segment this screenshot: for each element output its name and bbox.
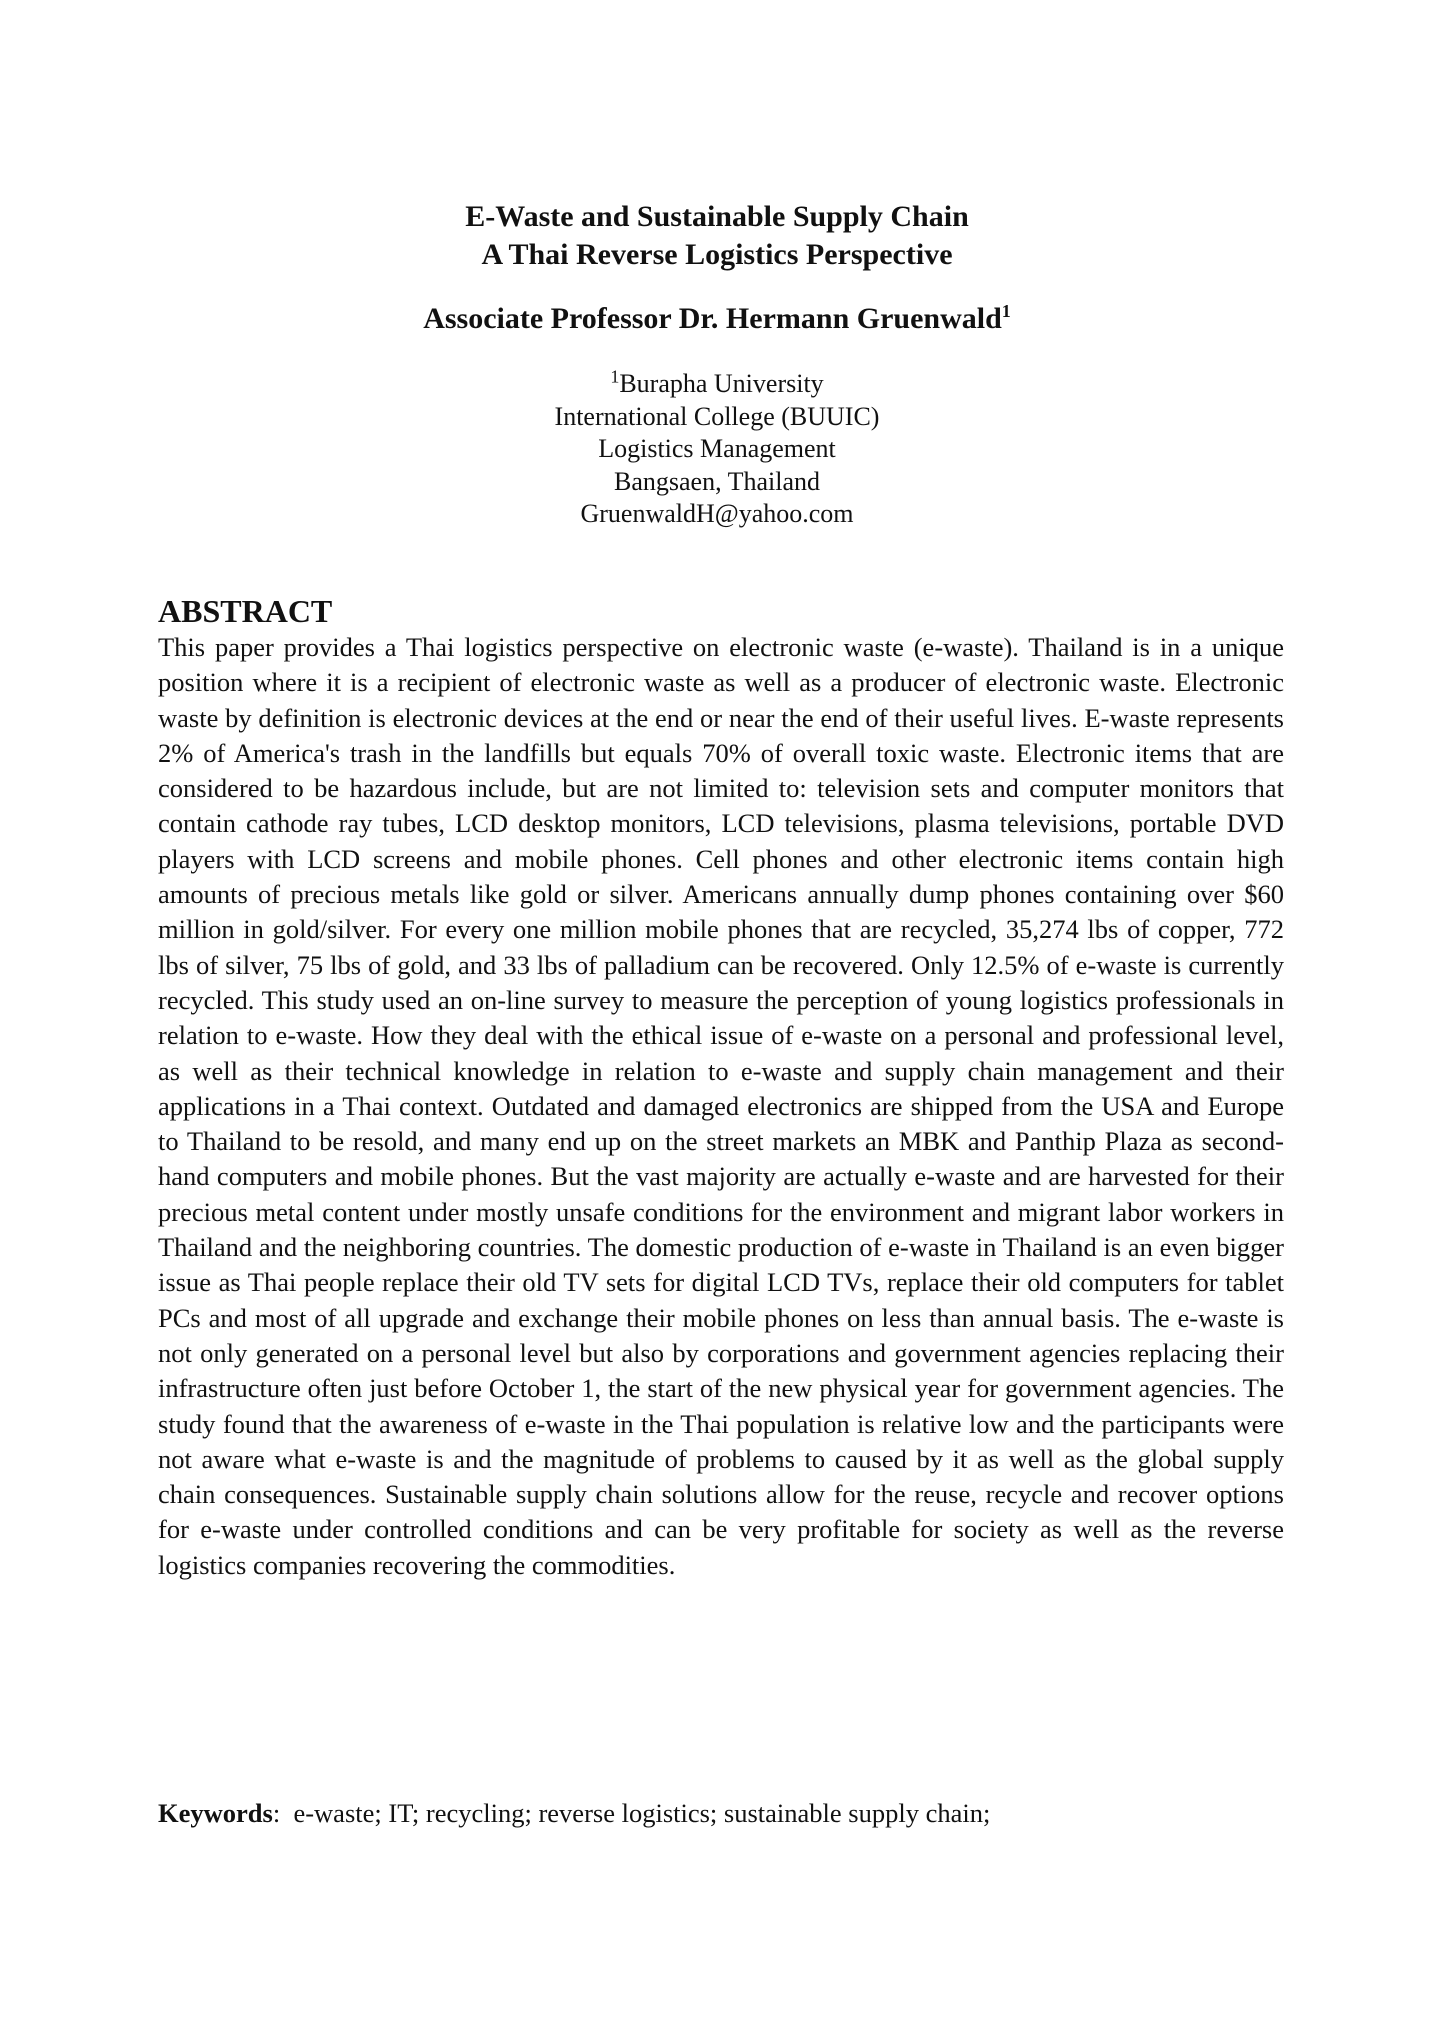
abstract-heading: ABSTRACT xyxy=(158,593,333,629)
affiliation-university: $^1$Burapha University xyxy=(610,366,824,398)
keywords-line xyxy=(158,1796,990,1830)
title-line-2: A Thai Reverse Logistics Perspective xyxy=(481,238,953,271)
affiliation-location: Bangsaen, Thailand xyxy=(613,466,821,496)
keywords-list: e-waste; IT; recycling; reverse logistics; sustainable supply chain; xyxy=(293,1798,991,1828)
affiliation-college: International College (BUUIC) xyxy=(554,401,880,431)
keywords-separator: : xyxy=(272,1798,281,1828)
author-email: GruenwaldH@yahoo.com xyxy=(580,499,854,528)
title-line-1: E-Waste and Sustainable Supply Chain xyxy=(465,200,969,233)
author-line xyxy=(0,300,1434,338)
abstract-body: This paper provides a Thai logistics perspective on electronic waste (e-waste). Thailand is in a unique position where it is a recipient of electronic waste as well as a producer of electronic waste. Electronic waste by definition is electronic devices at the end or near the end of their useful lives. E-waste represents 2% of America's trash in the landfills but equals 70% of overall toxic waste. Electronic items that are considered to be hazardous include, but are not limited to: television sets and computer monitors that contain cathode ray tubes, LCD desktop monitors, LCD televisions, plasma televisions, portable DVD players with LCD screens and mobile phones. Cell phones and other electronic items contain high amounts of precious metals like gold or silver. Americans annually dump phones containing over $60 million in gold/silver. For every one million mobile phones that are recycled, 35,274 lbs of copper, 772 lbs of silver, 75 lbs of gold, and 33 lbs of palladium can be recovered. Only 12.5% of e-waste is currently recycled. This study used an on-line survey to measure the perception of young logistics professionals in relation to e-waste. How they deal with the ethical issue of e-waste on a personal and professional level, as well as their technical knowledge in relation to e-waste and supply chain management and their applications in a Thai context. Outdated and damaged electronics are shipped from the USA and Europe to Thailand to be resold, and many end up on the street markets an MBK and Panthip Plaza as second-hand computers and mobile phones. But the vast majority are actually e-waste and are harvested for their precious metal content under mostly unsafe conditions for the environment and migrant labor workers in Thailand and the neighboring countries. The domestic production of e-waste in Thailand is an even bigger issue as Thai people replace their old TV sets for digital LCD TVs, replace their old computers for tablet PCs and most of all upgrade and exchange their mobile phones on less than annual basis. The e-waste is not only generated on a personal level but also by corporations and government agencies replacing their infrastructure often just before October 1, the start of the new physical year for government agencies. The study found that the awareness of e-waste in the Thai population is relative low and the participants were not aware what e-waste is and the magnitude of problems to caused by it as well as the global supply chain consequences. Sustainable supply chain solutions allow for the reuse, recycle and recover options for e-waste under controlled conditions and can be very profitable for society as well as the reverse logistics companies recovering the commodities. xyxy=(158,632,1284,1580)
keywords-label: Keywords xyxy=(158,1798,273,1828)
author-affiliation-marker: 1 xyxy=(1001,301,1011,321)
affiliation-marker: 1 xyxy=(610,366,620,387)
paper-title xyxy=(0,198,1434,274)
affiliation-department: Logistics Management xyxy=(598,434,836,463)
author-name: Associate Professor Dr. Hermann Gruenwald xyxy=(423,302,1002,335)
affiliation-block xyxy=(0,368,1434,531)
